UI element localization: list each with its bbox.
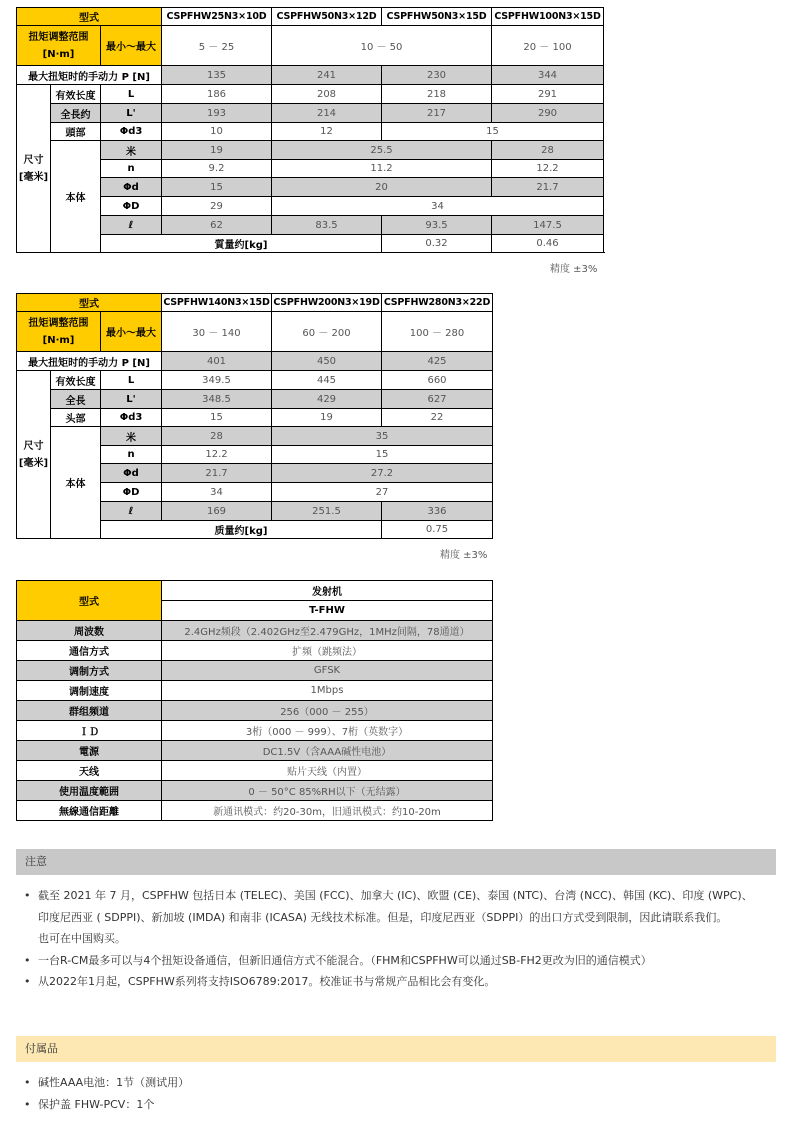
mass-label: 質量约[kg]: [101, 235, 382, 253]
model-name: CSPFHW100N3×15D: [492, 8, 604, 26]
row-value: 扩频（跳频法）: [162, 641, 493, 661]
dim-value: 348.5: [162, 390, 272, 409]
body-label: 本体: [51, 427, 101, 539]
total-length-label: 全長约: [51, 104, 101, 123]
dim-value: 218: [382, 85, 492, 104]
dim-value: 12.2: [492, 160, 604, 178]
transmitter-header: 发射机: [162, 581, 493, 601]
symbol-phi-D: ΦD: [101, 197, 162, 216]
torque-range-label: 扭矩调整范围 [N·m]: [17, 312, 101, 352]
symbol-n: n: [101, 446, 162, 464]
row-value: 1Mbps: [162, 681, 493, 701]
spec-table-2: [16, 293, 493, 539]
torque-range-value: 5 － 25: [162, 26, 272, 66]
minmax-label: 最小～最大: [101, 26, 162, 66]
dim-value: 15: [272, 446, 493, 464]
dim-value: 35: [272, 427, 493, 446]
accessories-list: [24, 1072, 776, 1115]
row-value: 0 － 50°C 85%RH以下（无结露）: [162, 781, 493, 801]
dim-value: 11.2: [272, 160, 492, 178]
dim-value: 336: [382, 502, 493, 521]
dim-value: 27.2: [272, 464, 493, 483]
dim-value: 251.5: [272, 502, 382, 521]
symbol-mi: 米: [101, 427, 162, 446]
row-label: ＩＤ: [17, 721, 162, 741]
row-value: DC1.5V（含AAA碱性电池）: [162, 741, 493, 761]
transmitter-model: T-FHW: [162, 601, 493, 621]
symbol-L-prime: L': [101, 104, 162, 123]
symbol-L: L: [101, 371, 162, 390]
row-label: 無線通信距離: [17, 801, 162, 821]
dim-value: 15: [382, 123, 604, 141]
hand-force-value: 135: [162, 66, 272, 85]
precision-note: 精度 ±3%: [550, 264, 598, 275]
dim-value: 193: [162, 104, 272, 123]
dim-value: 12.2: [162, 446, 272, 464]
hand-force-label: 最大扭矩时的手动力 P [N]: [17, 66, 162, 85]
row-label: 天线: [17, 761, 162, 781]
precision-note: 精度 ±3%: [440, 550, 488, 561]
dim-value: 290: [492, 104, 604, 123]
symbol-L-prime: L': [101, 390, 162, 409]
note-text: 截至 2021 年 7 月，CSPFHW 包括日本 (TELEC)、美国 (FCC)、加拿大 (IC)、欧盟 (CE)、泰国 (NTC)、台湾 (NCC)、韩国 (KC)、印度 (WPC)、: [38, 889, 753, 902]
dim-value: 208: [272, 85, 382, 104]
torque-range-value: 100 － 280: [382, 312, 493, 352]
head-label: 头部: [51, 409, 101, 427]
dim-value: 429: [272, 390, 382, 409]
china-purchase-link[interactable]: 也可在中国购买。: [38, 932, 126, 945]
dim-value: 83.5: [272, 216, 382, 235]
mass-value: 0.75: [382, 521, 493, 539]
hand-force-value: 401: [162, 352, 272, 371]
dim-value: 27: [272, 483, 493, 502]
row-value: 2.4GHz频段（2.402GHz至2.479GHz，1MHz间隔，78通道）: [162, 621, 493, 641]
mass-value: 0.32: [382, 235, 492, 253]
row-label: 使用温度範囲: [17, 781, 162, 801]
mass-label: 质量约[kg]: [101, 521, 382, 539]
dim-value: 29: [162, 197, 272, 216]
row-value: 贴片天线（内置）: [162, 761, 493, 781]
note-text: 印度尼西亚 ( SDPPI)、新加坡 (IMDA) 和南非 (ICASA) 无线技术标准。但是，印度尼西亚（SDPPI）的出口方式受到限制，因此请联系我们。: [38, 910, 728, 924]
dim-value: 22: [382, 409, 493, 427]
dim-value: 25.5: [272, 141, 492, 160]
symbol-ell: ℓ: [101, 216, 162, 235]
symbol-ell: ℓ: [101, 502, 162, 521]
symbol-phi-d3: Φd3: [101, 409, 162, 427]
dim-value: 20: [272, 178, 492, 197]
head-label: 頭部: [51, 123, 101, 141]
list-item: • 保护盖 FHW-PCV：1个: [24, 1094, 776, 1116]
body-label: 本体: [51, 141, 101, 253]
notes-heading: 注意: [16, 849, 776, 875]
torque-range-value: 20 － 100: [492, 26, 604, 66]
dim-value: 34: [272, 197, 604, 216]
dim-value: 21.7: [162, 464, 272, 483]
dim-value: 21.7: [492, 178, 604, 197]
model-name: CSPFHW50N3×12D: [272, 8, 382, 26]
effective-length-label: 有效长度: [51, 371, 101, 390]
row-label: 周波数: [17, 621, 162, 641]
hand-force-value: 450: [272, 352, 382, 371]
dim-value: 214: [272, 104, 382, 123]
dim-value: 660: [382, 371, 493, 390]
list-item: • 一台R-CM最多可以与4个扭矩设备通信，但新旧通信方式不能混合。（FHM和CSPFHW可以通过SB-FH2更改为旧的通信模式）: [24, 950, 776, 972]
model-name: CSPFHW280N3×22D: [382, 294, 493, 312]
model-name: CSPFHW25N3×10D: [162, 8, 272, 26]
dim-value: 349.5: [162, 371, 272, 390]
mass-value: 0.46: [492, 235, 604, 253]
dim-value: 12: [272, 123, 382, 141]
dim-value: 28: [162, 427, 272, 446]
effective-length-label: 有效长度: [51, 85, 101, 104]
symbol-phi-D: ΦD: [101, 483, 162, 502]
dim-value: 62: [162, 216, 272, 235]
dim-value: 445: [272, 371, 382, 390]
torque-range-label: 扭矩调整范围 [N·m]: [17, 26, 101, 66]
symbol-phi-d: Φd: [101, 464, 162, 483]
hand-force-label: 最大扭矩时的手动力 P [N]: [17, 352, 162, 371]
symbol-phi-d3: Φd3: [101, 123, 162, 141]
list-item: • 从2022年1月起，CSPFHW系列将支持ISO6789:2017。校准证书与常规产品相比会有变化。: [24, 971, 776, 993]
row-label: 電源: [17, 741, 162, 761]
model-label: 型式: [17, 294, 162, 312]
symbol-L: L: [101, 85, 162, 104]
notes-list: [24, 885, 776, 993]
hand-force-value: 344: [492, 66, 604, 85]
model-label: 型式: [17, 581, 162, 621]
torque-range-value: 60 － 200: [272, 312, 382, 352]
dim-value: 34: [162, 483, 272, 502]
dim-value: 147.5: [492, 216, 604, 235]
spec-table-1: [16, 7, 604, 253]
minmax-label: 最小～最大: [101, 312, 162, 352]
hand-force-value: 241: [272, 66, 382, 85]
total-length-label: 全長: [51, 390, 101, 409]
symbol-phi-d: Φd: [101, 178, 162, 197]
torque-range-value: 30 － 140: [162, 312, 272, 352]
model-name: CSPFHW50N3×15D: [382, 8, 492, 26]
dim-value: 217: [382, 104, 492, 123]
symbol-n: n: [101, 160, 162, 178]
dim-value: 28: [492, 141, 604, 160]
symbol-mi: 米: [101, 141, 162, 160]
list-item: • 碱性AAA电池：1节（测试用）: [24, 1072, 776, 1094]
row-value: 3桁（000 － 999）、7桁（英数字）: [162, 721, 493, 741]
dim-value: 19: [162, 141, 272, 160]
dim-value: 186: [162, 85, 272, 104]
hand-force-value: 425: [382, 352, 493, 371]
transmitter-spec-table: [16, 580, 493, 821]
model-label: 型式: [17, 8, 162, 26]
row-label: 通信方式: [17, 641, 162, 661]
dim-value: 15: [162, 178, 272, 197]
hand-force-value: 230: [382, 66, 492, 85]
dim-value: 19: [272, 409, 382, 427]
dim-value: 10: [162, 123, 272, 141]
row-value: 新通讯模式：约20-30m，旧通讯模式：约10-20m: [162, 801, 493, 821]
row-label: 调制方式: [17, 661, 162, 681]
dim-value: 169: [162, 502, 272, 521]
list-item: [24, 885, 776, 950]
dim-value: 93.5: [382, 216, 492, 235]
row-label: 群组频道: [17, 701, 162, 721]
dim-value: 15: [162, 409, 272, 427]
dim-value: 9.2: [162, 160, 272, 178]
row-value: 256（000 － 255）: [162, 701, 493, 721]
row-value: GFSK: [162, 661, 493, 681]
torque-range-value: 10 － 50: [272, 26, 492, 66]
model-name: CSPFHW140N3×15D: [162, 294, 272, 312]
dimensions-label: 尺寸 [毫米]: [17, 85, 51, 253]
dimensions-label: 尺寸 [毫米]: [17, 371, 51, 539]
model-name: CSPFHW200N3×19D: [272, 294, 382, 312]
dim-value: 291: [492, 85, 604, 104]
dim-value: 627: [382, 390, 493, 409]
row-label: 调制速度: [17, 681, 162, 701]
accessories-heading: 付属品: [16, 1036, 776, 1062]
